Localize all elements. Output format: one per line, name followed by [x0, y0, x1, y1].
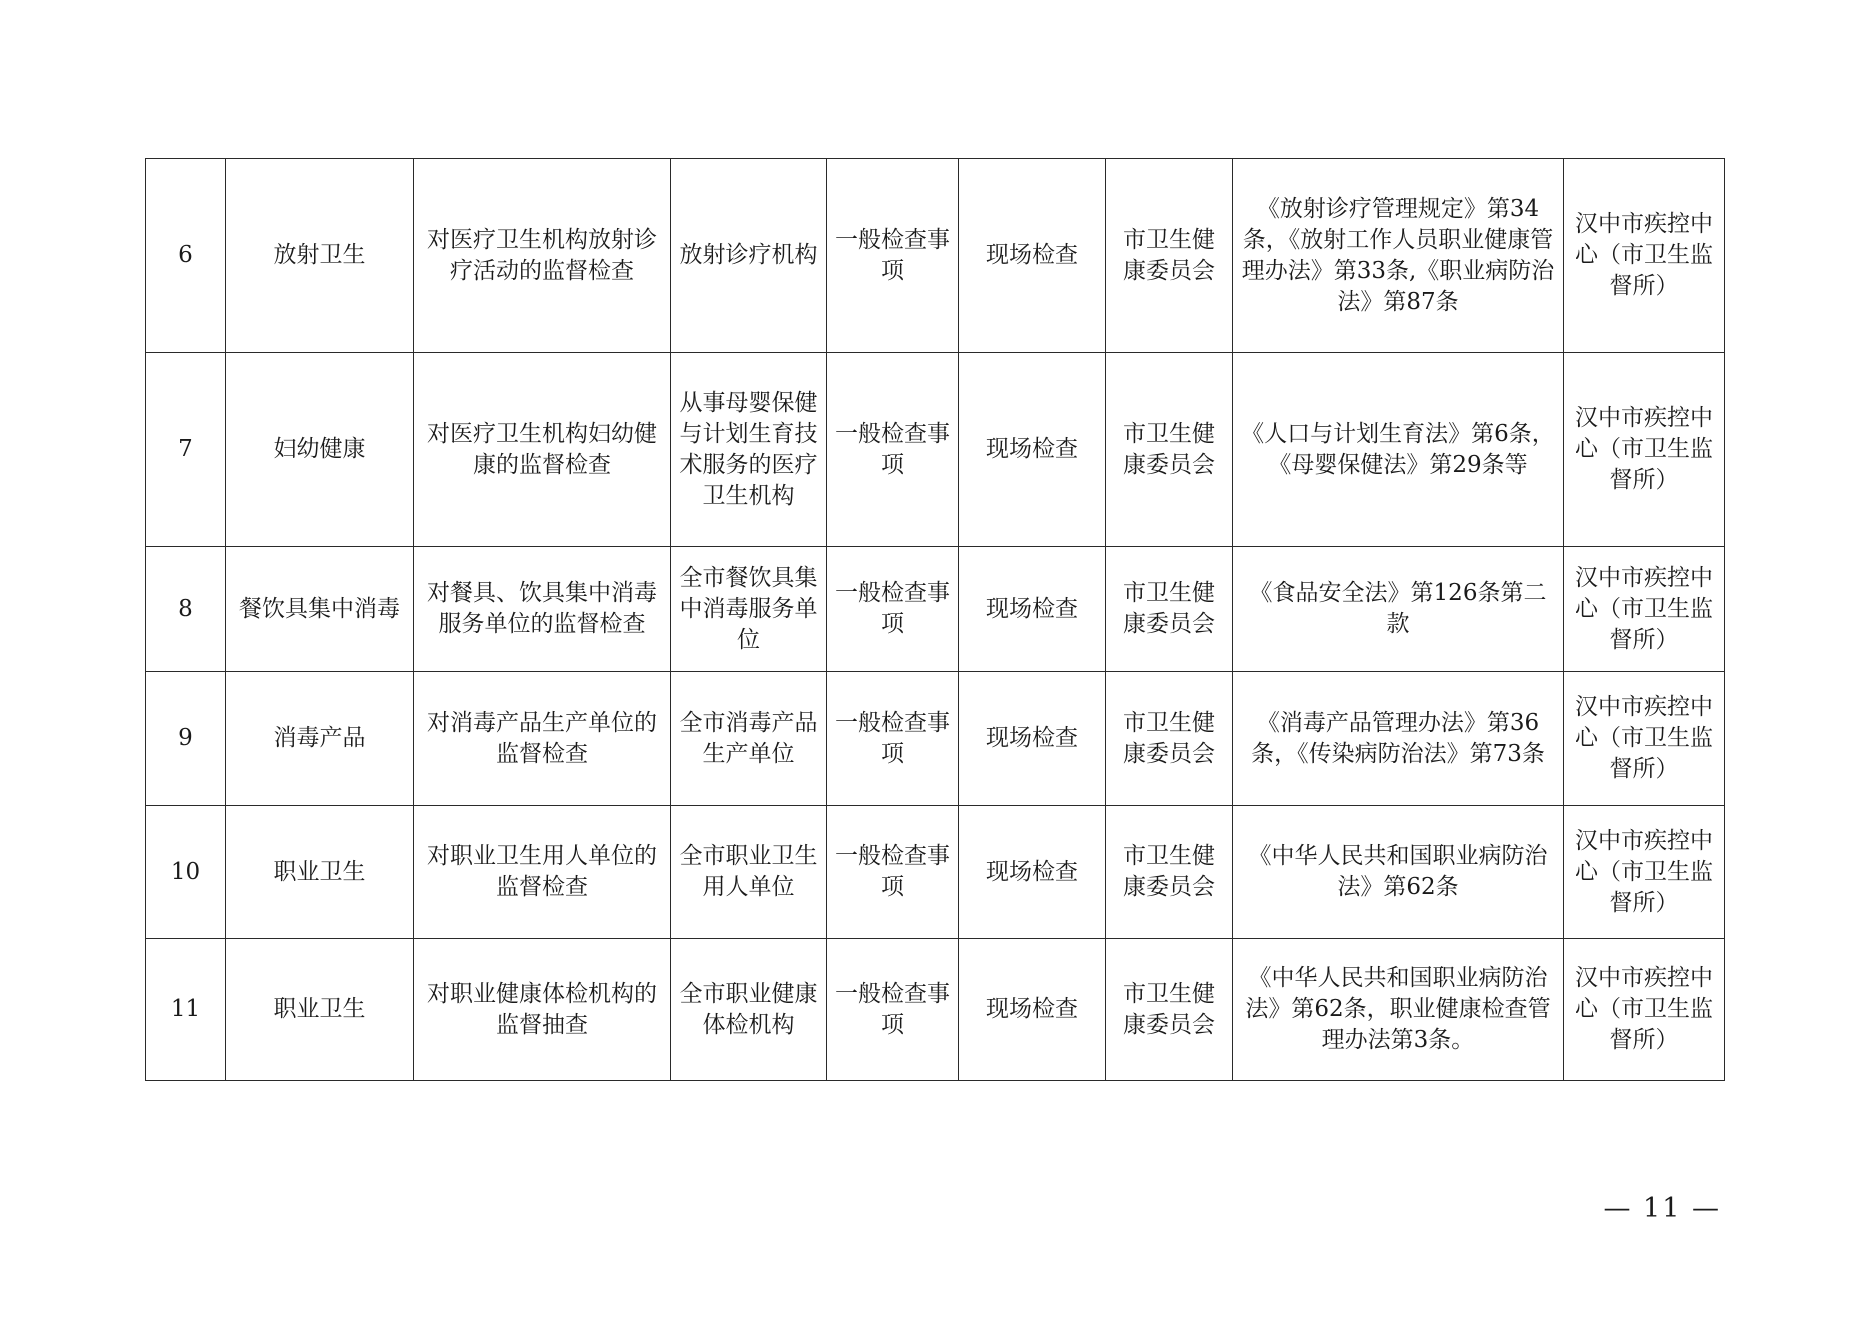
executor-cell: 汉中市疾控中心（市卫生监督所）	[1564, 806, 1725, 939]
inspection-item-cell: 对医疗卫生机构放射诊疗活动的监督检查	[414, 159, 671, 353]
category-cell: 餐饮具集中消毒	[226, 547, 414, 672]
authority-cell: 市卫生健康委员会	[1106, 806, 1233, 939]
row-number: 6	[146, 159, 226, 353]
category-cell: 妇幼健康	[226, 353, 414, 547]
inspection-object-cell: 全市餐饮具集中消毒服务单位	[671, 547, 827, 672]
item-type-cell: 一般检查事项	[827, 547, 959, 672]
inspection-object-cell: 从事母婴保健与计划生育技术服务的医疗卫生机构	[671, 353, 827, 547]
item-type-cell: 一般检查事项	[827, 806, 959, 939]
inspection-method-cell: 现场检查	[959, 353, 1106, 547]
table-row	[146, 939, 1725, 1081]
row-number: 11	[146, 939, 226, 1081]
inspection-method-cell: 现场检查	[959, 547, 1106, 672]
row-number: 9	[146, 672, 226, 806]
legal-basis-cell: 《人口与计划生育法》第6条，《母婴保健法》第29条等	[1233, 353, 1564, 547]
inspection-item-cell: 对职业卫生用人单位的监督检查	[414, 806, 671, 939]
item-type-cell: 一般检查事项	[827, 353, 959, 547]
inspection-item-cell: 对消毒产品生产单位的监督检查	[414, 672, 671, 806]
inspection-item-cell: 对医疗卫生机构妇幼健康的监督检查	[414, 353, 671, 547]
executor-cell: 汉中市疾控中心（市卫生监督所）	[1564, 353, 1725, 547]
authority-cell: 市卫生健康委员会	[1106, 353, 1233, 547]
inspection-method-cell: 现场检查	[959, 159, 1106, 353]
item-type-cell: 一般检查事项	[827, 672, 959, 806]
legal-basis-cell: 《放射诊疗管理规定》第34条，《放射工作人员职业健康管理办法》第33条,《职业病防治法》第87条	[1233, 159, 1564, 353]
category-cell: 放射卫生	[226, 159, 414, 353]
table-row	[146, 672, 1725, 806]
legal-basis-cell: 《中华人民共和国职业病防治法》第62条，职业健康检查管理办法第3条。	[1233, 939, 1564, 1081]
table-row	[146, 806, 1725, 939]
executor-cell: 汉中市疾控中心（市卫生监督所）	[1564, 547, 1725, 672]
row-number: 10	[146, 806, 226, 939]
inspection-object-cell: 放射诊疗机构	[671, 159, 827, 353]
inspection-object-cell: 全市职业卫生用人单位	[671, 806, 827, 939]
category-cell: 职业卫生	[226, 939, 414, 1081]
authority-cell: 市卫生健康委员会	[1106, 939, 1233, 1081]
legal-basis-cell: 《食品安全法》第126条第二款	[1233, 547, 1564, 672]
page-number: — 11 —	[1603, 1193, 1721, 1224]
inspection-object-cell: 全市职业健康体检机构	[671, 939, 827, 1081]
table-row	[146, 159, 1725, 353]
row-number: 8	[146, 547, 226, 672]
authority-cell: 市卫生健康委员会	[1106, 159, 1233, 353]
inspection-method-cell: 现场检查	[959, 672, 1106, 806]
table-row	[146, 353, 1725, 547]
executor-cell: 汉中市疾控中心（市卫生监督所）	[1564, 159, 1725, 353]
row-number: 7	[146, 353, 226, 547]
inspection-method-cell: 现场检查	[959, 806, 1106, 939]
authority-cell: 市卫生健康委员会	[1106, 672, 1233, 806]
executor-cell: 汉中市疾控中心（市卫生监督所）	[1564, 939, 1725, 1081]
legal-basis-cell: 《消毒产品管理办法》第36条，《传染病防治法》第73条	[1233, 672, 1564, 806]
item-type-cell: 一般检查事项	[827, 159, 959, 353]
legal-basis-cell: 《中华人民共和国职业病防治法》第62条	[1233, 806, 1564, 939]
item-type-cell: 一般检查事项	[827, 939, 959, 1081]
inspection-item-cell: 对职业健康体检机构的监督抽查	[414, 939, 671, 1081]
table-row	[146, 547, 1725, 672]
inspection-object-cell: 全市消毒产品生产单位	[671, 672, 827, 806]
inspection-items-table	[145, 158, 1725, 1081]
executor-cell: 汉中市疾控中心（市卫生监督所）	[1564, 672, 1725, 806]
inspection-method-cell: 现场检查	[959, 939, 1106, 1081]
authority-cell: 市卫生健康委员会	[1106, 547, 1233, 672]
category-cell: 消毒产品	[226, 672, 414, 806]
category-cell: 职业卫生	[226, 806, 414, 939]
inspection-item-cell: 对餐具、饮具集中消毒服务单位的监督检查	[414, 547, 671, 672]
